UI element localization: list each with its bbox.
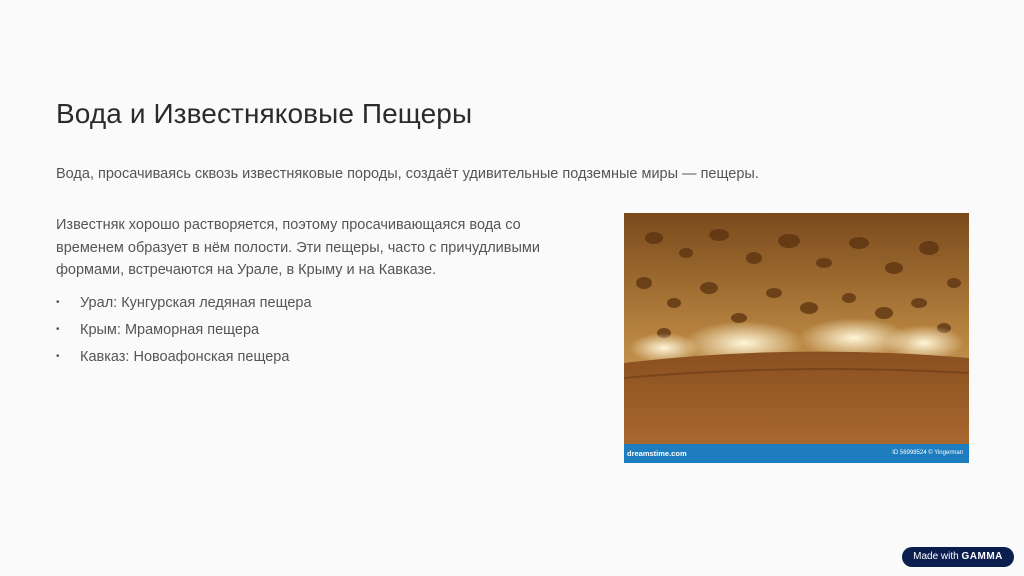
made-with-gamma-badge[interactable] bbox=[902, 547, 1014, 567]
watermark-id: ID 56998524 © Yingerman bbox=[892, 450, 963, 456]
slide-subtitle: Вода, просачиваясь сквозь известняковые породы, создаёт удивительные подземные миры — пещеры. bbox=[56, 166, 759, 182]
bullet-dot-icon: • bbox=[56, 324, 60, 335]
bullet-list bbox=[56, 293, 312, 374]
body-paragraph: Известняк хорошо растворяется, поэтому просачивающаяся вода со временем образует в нём полости. Эти пещеры, часто с причудливыми формами, встречаются на Урале, в Крыму и на Кавказе. bbox=[56, 217, 540, 278]
bullet-item-caucasus bbox=[56, 347, 312, 374]
cave-image bbox=[624, 213, 969, 463]
bullet-text: Крым: Мраморная пещера bbox=[80, 322, 260, 338]
watermark-site: dreamstime.com bbox=[627, 449, 687, 458]
bullet-dot-icon: • bbox=[56, 297, 60, 308]
badge-prefix: Made with bbox=[913, 551, 959, 562]
bullet-text: Урал: Кунгурская ледяная пещера bbox=[80, 295, 312, 311]
photo-watermark-bar bbox=[624, 444, 969, 463]
bullet-dot-icon: • bbox=[56, 351, 60, 362]
bullet-item-ural bbox=[56, 293, 312, 320]
gamma-logo: GAMMA bbox=[961, 551, 1003, 562]
bullet-text: Кавказ: Новоафонская пещера bbox=[80, 349, 290, 365]
slide-title: Вода и Известняковые Пещеры bbox=[56, 98, 473, 129]
bullet-item-crimea bbox=[56, 320, 312, 347]
cave-photo bbox=[624, 213, 969, 463]
